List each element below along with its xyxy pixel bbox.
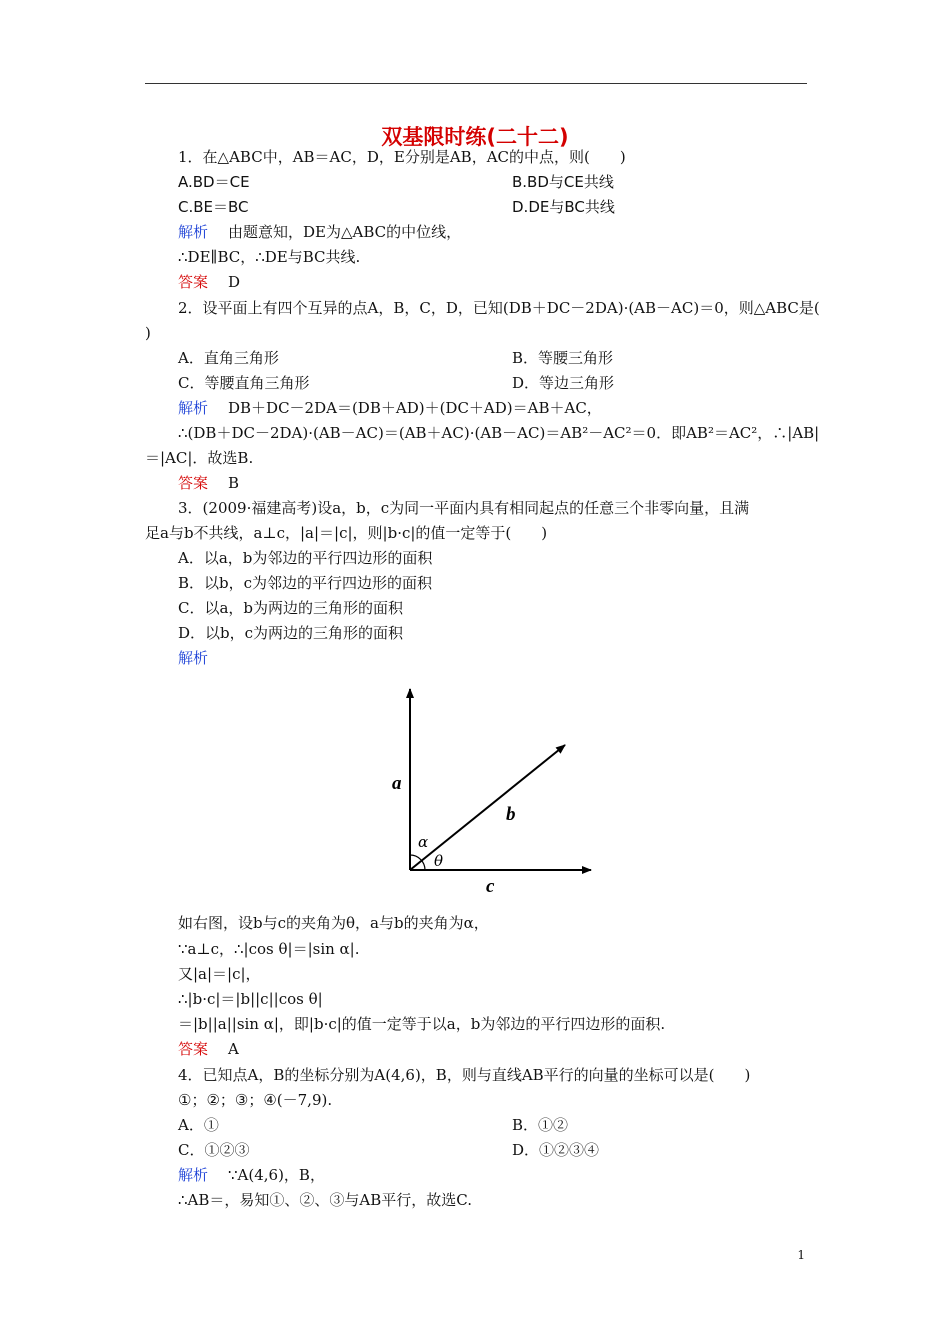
q4-jiexi-line2: ∴AB＝，易知①、②、③与AB平行，故选C. [178,1191,472,1209]
q1-option-b: B.BD与CE共线 [512,173,614,191]
vector-figure [380,683,600,898]
q4-option-b: B．①② [512,1116,569,1134]
label-alpha: α [418,833,429,851]
q1-jiexi-text: 由题意知，DE为△ABC的中位线， [228,223,462,241]
q2-jiexi-label: 解析 [178,399,209,417]
q1-option-d: D.DE与BC共线 [512,198,615,216]
q2-option-b: B．等腰三角形 [512,349,614,367]
q2-jiexi-text: DB＋DC－2DA＝(DB＋AD)＋(DC＋AD)＝AB＋AC， [228,399,602,417]
q3-option-c: C．以a，b为两边的三角形的面积 [178,599,404,617]
q3-solution-line1: 如右图，设b与c的夹角为θ，a与b的夹角为α， [178,914,489,932]
q4-jiexi-label: 解析 [178,1166,209,1184]
q2-jiexi-line2: ∴(DB＋DC－2DA)·(AB－AC)＝(AB＋AC)·(AB－AC)＝AB²－AC²＝0．即AB²＝AC²，∴|AB| [178,424,820,442]
q2-stem-line1: 2．设平面上有四个互异的点A，B，C，D，已知(DB＋DC－2DA)·(AB－AC)＝0，则△ABC是( [178,299,820,317]
q2-option-c: C．等腰直角三角形 [178,374,310,392]
q3-stem-line2: 足a与b不共线，a⊥c，|a|＝|c|，则|b·c|的值一定等于( ) [145,524,548,542]
q1-jiexi-label: 解析 [178,223,209,241]
page-title: 双基限时练(二十二) [381,125,569,149]
q3-option-b: B．以b，c为邻边的平行四边形的面积 [178,574,433,592]
label-c: c [486,876,495,897]
q4-option-d: D．①②③④ [512,1141,600,1159]
page-number: 1 [797,1248,805,1262]
q4-option-c: C．①②③ [178,1141,250,1159]
q2-answer-label: 答案 [178,474,209,492]
q3-solution-line2: ∵a⊥c，∴|cos θ|＝|sin α|. [178,940,360,958]
q4-jiexi-text: ∵A(4,6)，B， [228,1166,325,1184]
label-theta: θ [434,852,444,870]
q3-option-d: D．以b，c为两边的三角形的面积 [178,624,404,642]
label-a: a [392,773,402,794]
q3-answer: A [228,1040,239,1058]
q1-answer: D [228,273,241,291]
q3-solution-line5: ＝|b||a||sin α|，即|b·c|的值一定等于以a，b为邻边的平行四边形的面积. [178,1015,666,1033]
q2-stem-line2: ) [145,324,151,342]
q1-jiexi-line2: ∴DE∥BC，∴DE与BC共线. [178,248,361,266]
q4-stem-line2: ①；②；③；④(－7,9). [178,1091,333,1109]
q3-option-a: A．以a，b为邻边的平行四边形的面积 [178,549,433,567]
q3-solution-line4: ∴|b·c|＝|b||c||cos θ| [178,990,323,1008]
q2-option-a: A．直角三角形 [178,349,279,367]
q1-answer-label: 答案 [178,273,209,291]
q2-option-d: D．等边三角形 [512,374,615,392]
q3-solution-line3: 又|a|＝|c|， [178,965,261,983]
q3-jiexi-label: 解析 [178,649,209,667]
q1-option-c: C.BE＝BC [178,198,249,216]
q4-stem-line1: 4．已知点A，B的坐标分别为A(4,6)，B，则与直线AB平行的向量的坐标可以是( ) [178,1066,751,1084]
q2-jiexi-line3: ＝|AC|．故选B. [145,449,254,467]
q3-stem-line1: 3．(2009·福建高考)设a，b，c为同一平面内具有相同起点的任意三个非零向量，且满 [178,499,750,517]
q4-option-a: A．① [178,1116,219,1134]
q2-answer: B [228,474,240,492]
q3-answer-label: 答案 [178,1040,209,1058]
label-b: b [506,804,516,825]
q1-stem: 1．在△ABC中，AB＝AC，D，E分别是AB，AC的中点，则( ) [178,148,626,166]
q1-option-a: A.BD＝CE [178,173,250,191]
header-rule [145,83,807,84]
